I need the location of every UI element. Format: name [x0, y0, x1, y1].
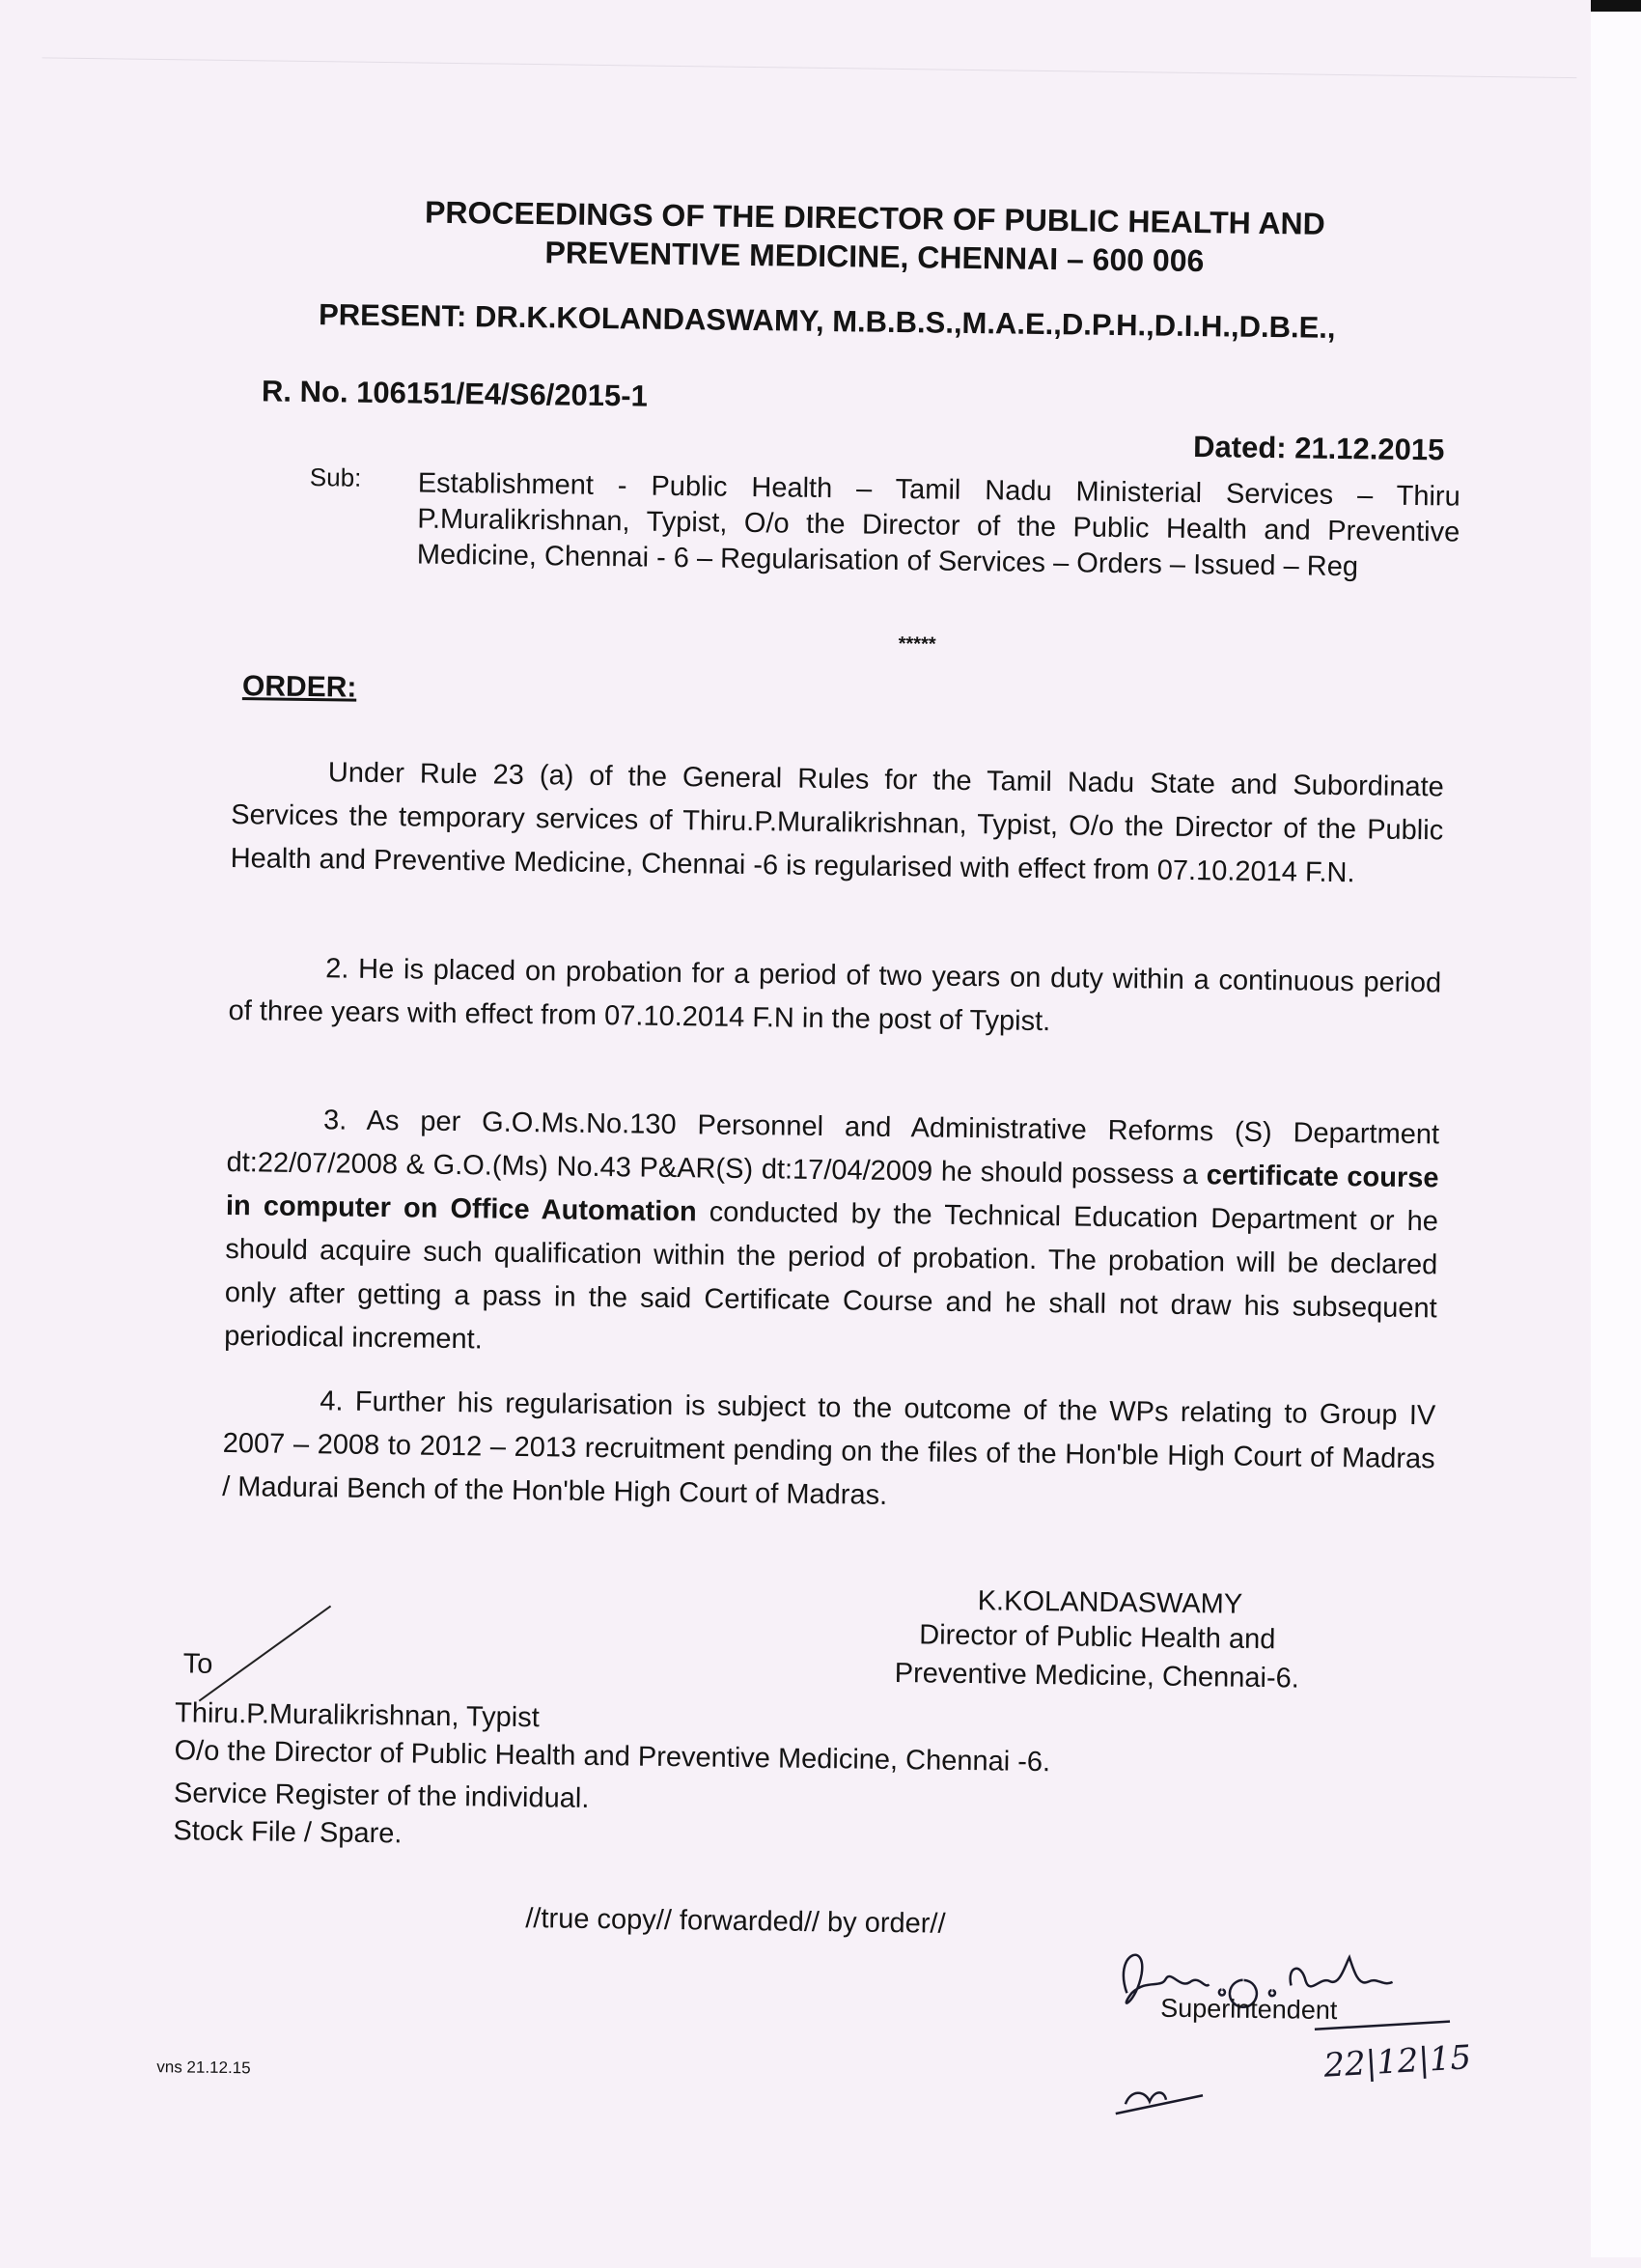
present-line: PRESENT: DR.K.KOLANDASWAMY, M.B.B.S.,M.A.E.,D.P.H.,D.I.H.,D.B.E., [318, 297, 1336, 345]
handwritten-signature [1106, 1935, 1476, 2133]
signatory-name: K.KOLANDASWAMY [977, 1585, 1243, 1620]
para3-text-before: 3. As per G.O.Ms.No.130 Personnel and Administrative Reforms (S) Department dt:22/07/2008 & G.O.(Ms) No.43 P&AR(S) dt:17/04/2009 he should possess a [226, 1105, 1440, 1191]
para3-text-after: conducted by the Technical Education Department or he should acquire such qualification within the period of probation. The probation will be declared only after getting a pass in the said Certificate Course and he shall not draw his subsequent periodical increment. [224, 1196, 1439, 1356]
svg-text:22|12|15: 22|12|15 [1322, 2038, 1473, 2086]
signatory-designation-1: Director of Public Health and [919, 1619, 1276, 1656]
para3-emphasis: certificate course in computer on Office Automation [225, 1160, 1439, 1228]
title-line-2: PREVENTIVE MEDICINE, CHENNAI – 600 006 [544, 235, 1205, 279]
dated: Dated: 21.12.2015 [1192, 430, 1445, 467]
order-heading: ORDER: [241, 670, 357, 704]
subject-text: Establishment - Public Health – Tamil Nadu Ministerial Services – Thiru P.Muralikrishnan, Typist, O/o the Director of the Public Health and Preventive Medicine, Chennai - 6 – Regularisation of Services – Orders – Issued – Reg [416, 467, 1460, 583]
order-paragraph-2: 2. He is placed on probation for a period of two years on duty within a continuous period of three years with effect from 07.10.2014 F.N in the post of Typist. [228, 953, 1442, 1038]
superintendent-label: Superintendent [1160, 1993, 1338, 2026]
recipient-line-1: Thiru.P.Muralikrishnan, Typist [174, 1697, 540, 1734]
order-paragraph-3 [224, 1098, 1439, 1374]
reference-number: R. No. 106151/E4/S6/2015-1 [261, 374, 649, 413]
recipient-line-3: Service Register of the individual. [173, 1778, 590, 1814]
recipient-line-2: O/o the Director of Public Health and Preventive Medicine, Chennai -6. [174, 1735, 1051, 1778]
title-line-1: PROCEEDINGS OF THE DIRECTOR OF PUBLIC HEALTH AND [424, 194, 1326, 241]
order-paragraph-1: Under Rule 23 (a) of the General Rules for the Tamil Nadu State and Subordinate Services the temporary services of Thiru.P.Muralikrishnan, Typist, O/o the Director of the Public Health and Preventive Medicine, Chennai -6 is regularised with effect from 07.10.2014 F.N. [230, 757, 1444, 889]
document-title [329, 191, 1421, 283]
separator: ***** [898, 633, 936, 656]
signatory-designation-2: Preventive Medicine, Chennai-6. [894, 1658, 1300, 1694]
recipient-line-4: Stock File / Spare. [173, 1815, 403, 1850]
fold-line [42, 57, 1577, 78]
to-label: To [182, 1648, 213, 1680]
typist-initials: vns 21.12.15 [156, 2058, 251, 2078]
subject-label: Sub: [309, 462, 362, 492]
true-copy-forwarded: //true copy// forwarded// by order// [525, 1903, 946, 1940]
order-paragraph-4: 4. Further his regularisation is subject to the outcome of the WPs relating to Group IV 2007 – 2008 to 2012 – 2013 recruitment pending on the files of the Hon'ble High Court of Madras / Madurai Bench of the Hon'ble High Court of Madras. [221, 1386, 1436, 1511]
